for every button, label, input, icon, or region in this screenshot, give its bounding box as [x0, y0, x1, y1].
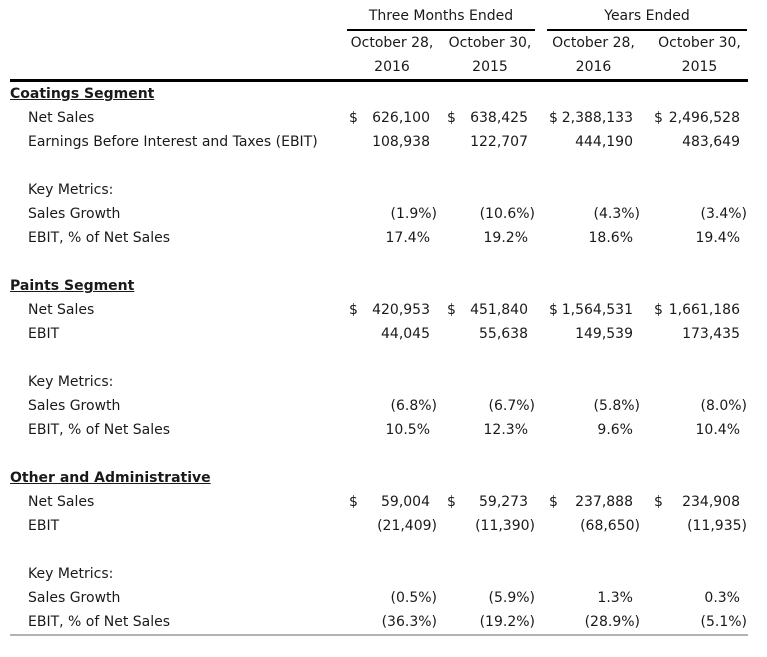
- value-cell: (5.1%): [700, 614, 747, 630]
- table-row-sales-growth: [10, 586, 767, 610]
- spacer-row: [10, 538, 767, 562]
- value-cell: $ 626,100: [347, 106, 437, 130]
- currency-symbol: $: [549, 494, 558, 510]
- column-header-line1: October 28,: [350, 35, 434, 51]
- value-cell: $ 234,908: [652, 490, 747, 514]
- currency-symbol: $: [447, 110, 456, 126]
- currency-symbol: $: [654, 110, 663, 126]
- value-cell: 18.6%: [588, 230, 633, 246]
- column-group-three-months-ended: Three Months Ended: [347, 4, 535, 31]
- row-label: EBIT: [28, 326, 60, 342]
- value-cell: (21,409): [377, 518, 437, 534]
- section-title: Paints Segment: [10, 278, 135, 294]
- value-cell: (5.8%): [593, 398, 640, 414]
- currency-symbol: $: [549, 302, 558, 318]
- table-row-key-metrics: [10, 562, 767, 586]
- table-row-key-metrics: [10, 178, 767, 202]
- value-cell: (19.2%): [479, 614, 535, 630]
- value-cell: (36.3%): [381, 614, 437, 630]
- value-cell: (11,935): [687, 518, 747, 534]
- row-label: Net Sales: [28, 110, 95, 126]
- currency-symbol: $: [349, 302, 358, 318]
- row-label: EBIT, % of Net Sales: [28, 422, 171, 438]
- row-label: Net Sales: [28, 494, 95, 510]
- value-cell: 108,938: [372, 134, 430, 150]
- value-cell: 9.6%: [597, 422, 633, 438]
- section-header-coatings: [10, 82, 767, 106]
- value-cell: (10.6%): [479, 206, 535, 222]
- value-cell: (6.8%): [390, 398, 437, 414]
- value-cell: $ 59,273: [445, 490, 535, 514]
- column-header-line2: 2015: [472, 59, 508, 75]
- value-cell: 10.5%: [385, 422, 430, 438]
- value-cell: 19.4%: [695, 230, 740, 246]
- table-row-sales-growth: [10, 202, 767, 226]
- table-bottom-rule: [10, 634, 748, 636]
- spacer-row: [10, 442, 767, 466]
- row-label: EBIT, % of Net Sales: [28, 230, 171, 246]
- column-header-line1: October 30,: [658, 35, 741, 51]
- row-label: Earnings Before Interest and Taxes (EBIT): [28, 134, 318, 150]
- spacer-row: [10, 346, 767, 370]
- value-cell: 44,045: [381, 326, 430, 342]
- value-cell: 17.4%: [385, 230, 430, 246]
- column-header-line2: 2016: [374, 59, 410, 75]
- section-header-paints: [10, 274, 767, 298]
- column-header-q-2015: [445, 31, 535, 79]
- value-cell: (28.9%): [584, 614, 640, 630]
- value-cell: $ 1,661,186: [652, 298, 747, 322]
- value-cell: 0.3%: [704, 590, 740, 606]
- column-header-q-2016: [347, 31, 437, 79]
- table-row-net-sales: [10, 106, 767, 130]
- value-cell: $ 451,840: [445, 298, 535, 322]
- row-label: Sales Growth: [28, 590, 121, 606]
- row-label: Key Metrics:: [28, 182, 114, 198]
- table-row-ebit: [10, 514, 767, 538]
- value-cell: $ 2,496,528: [652, 106, 747, 130]
- currency-symbol: $: [549, 110, 558, 126]
- table-row-ebit-pct: [10, 418, 767, 442]
- value-cell: $ 2,388,133: [547, 106, 640, 130]
- value-cell: $ 59,004: [347, 490, 437, 514]
- value-cell: 19.2%: [483, 230, 528, 246]
- row-label: Key Metrics:: [28, 374, 114, 390]
- column-header-line2: 2015: [681, 59, 718, 75]
- value-cell: 12.3%: [483, 422, 528, 438]
- row-label: Sales Growth: [28, 398, 121, 414]
- value-cell: 483,649: [682, 134, 740, 150]
- column-header-line1: October 30,: [448, 35, 532, 51]
- value-cell: 1.3%: [597, 590, 633, 606]
- table-row-ebit: [10, 130, 767, 154]
- currency-symbol: $: [447, 494, 456, 510]
- table-row-sales-growth: [10, 394, 767, 418]
- section-title: Coatings Segment: [10, 86, 155, 102]
- column-header-y-2016: [547, 31, 640, 79]
- value-cell: (68,650): [580, 518, 640, 534]
- row-label: EBIT, % of Net Sales: [28, 614, 171, 630]
- column-header-y-2015: [652, 31, 747, 79]
- column-group-header-row: [10, 0, 767, 31]
- value-cell: (1.9%): [390, 206, 437, 222]
- value-cell: $ 1,564,531: [547, 298, 640, 322]
- column-group-years-ended: Years Ended: [547, 4, 747, 31]
- table-row-ebit: [10, 322, 767, 346]
- currency-symbol: $: [447, 302, 456, 318]
- value-cell: 122,707: [470, 134, 528, 150]
- spacer-row: [10, 250, 767, 274]
- table-row-net-sales: [10, 298, 767, 322]
- value-cell: (3.4%): [700, 206, 747, 222]
- row-label: Net Sales: [28, 302, 95, 318]
- table-row-net-sales: [10, 490, 767, 514]
- value-cell: (8.0%): [700, 398, 747, 414]
- value-cell: 55,638: [479, 326, 528, 342]
- value-cell: (4.3%): [593, 206, 640, 222]
- value-cell: 149,539: [575, 326, 633, 342]
- column-header-line2: 2016: [575, 59, 612, 75]
- table-row-ebit-pct: [10, 610, 767, 634]
- value-cell: (5.9%): [488, 590, 535, 606]
- table-row-ebit-pct: [10, 226, 767, 250]
- value-cell: 10.4%: [695, 422, 740, 438]
- row-label: EBIT: [28, 518, 60, 534]
- value-cell: $ 237,888: [547, 490, 640, 514]
- table-row-key-metrics: [10, 370, 767, 394]
- currency-symbol: $: [349, 110, 358, 126]
- row-label: Sales Growth: [28, 206, 121, 222]
- value-cell: 444,190: [575, 134, 633, 150]
- column-header-row: [10, 31, 767, 79]
- value-cell: 173,435: [682, 326, 740, 342]
- value-cell: (11,390): [475, 518, 535, 534]
- value-cell: (0.5%): [390, 590, 437, 606]
- currency-symbol: $: [349, 494, 358, 510]
- currency-symbol: $: [654, 302, 663, 318]
- section-header-other-admin: [10, 466, 767, 490]
- spacer-row: [10, 154, 767, 178]
- value-cell: (6.7%): [488, 398, 535, 414]
- row-label: Key Metrics:: [28, 566, 114, 582]
- value-cell: $ 638,425: [445, 106, 535, 130]
- section-title: Other and Administrative: [10, 470, 211, 486]
- column-header-line1: October 28,: [552, 35, 635, 51]
- value-cell: $ 420,953: [347, 298, 437, 322]
- currency-symbol: $: [654, 494, 663, 510]
